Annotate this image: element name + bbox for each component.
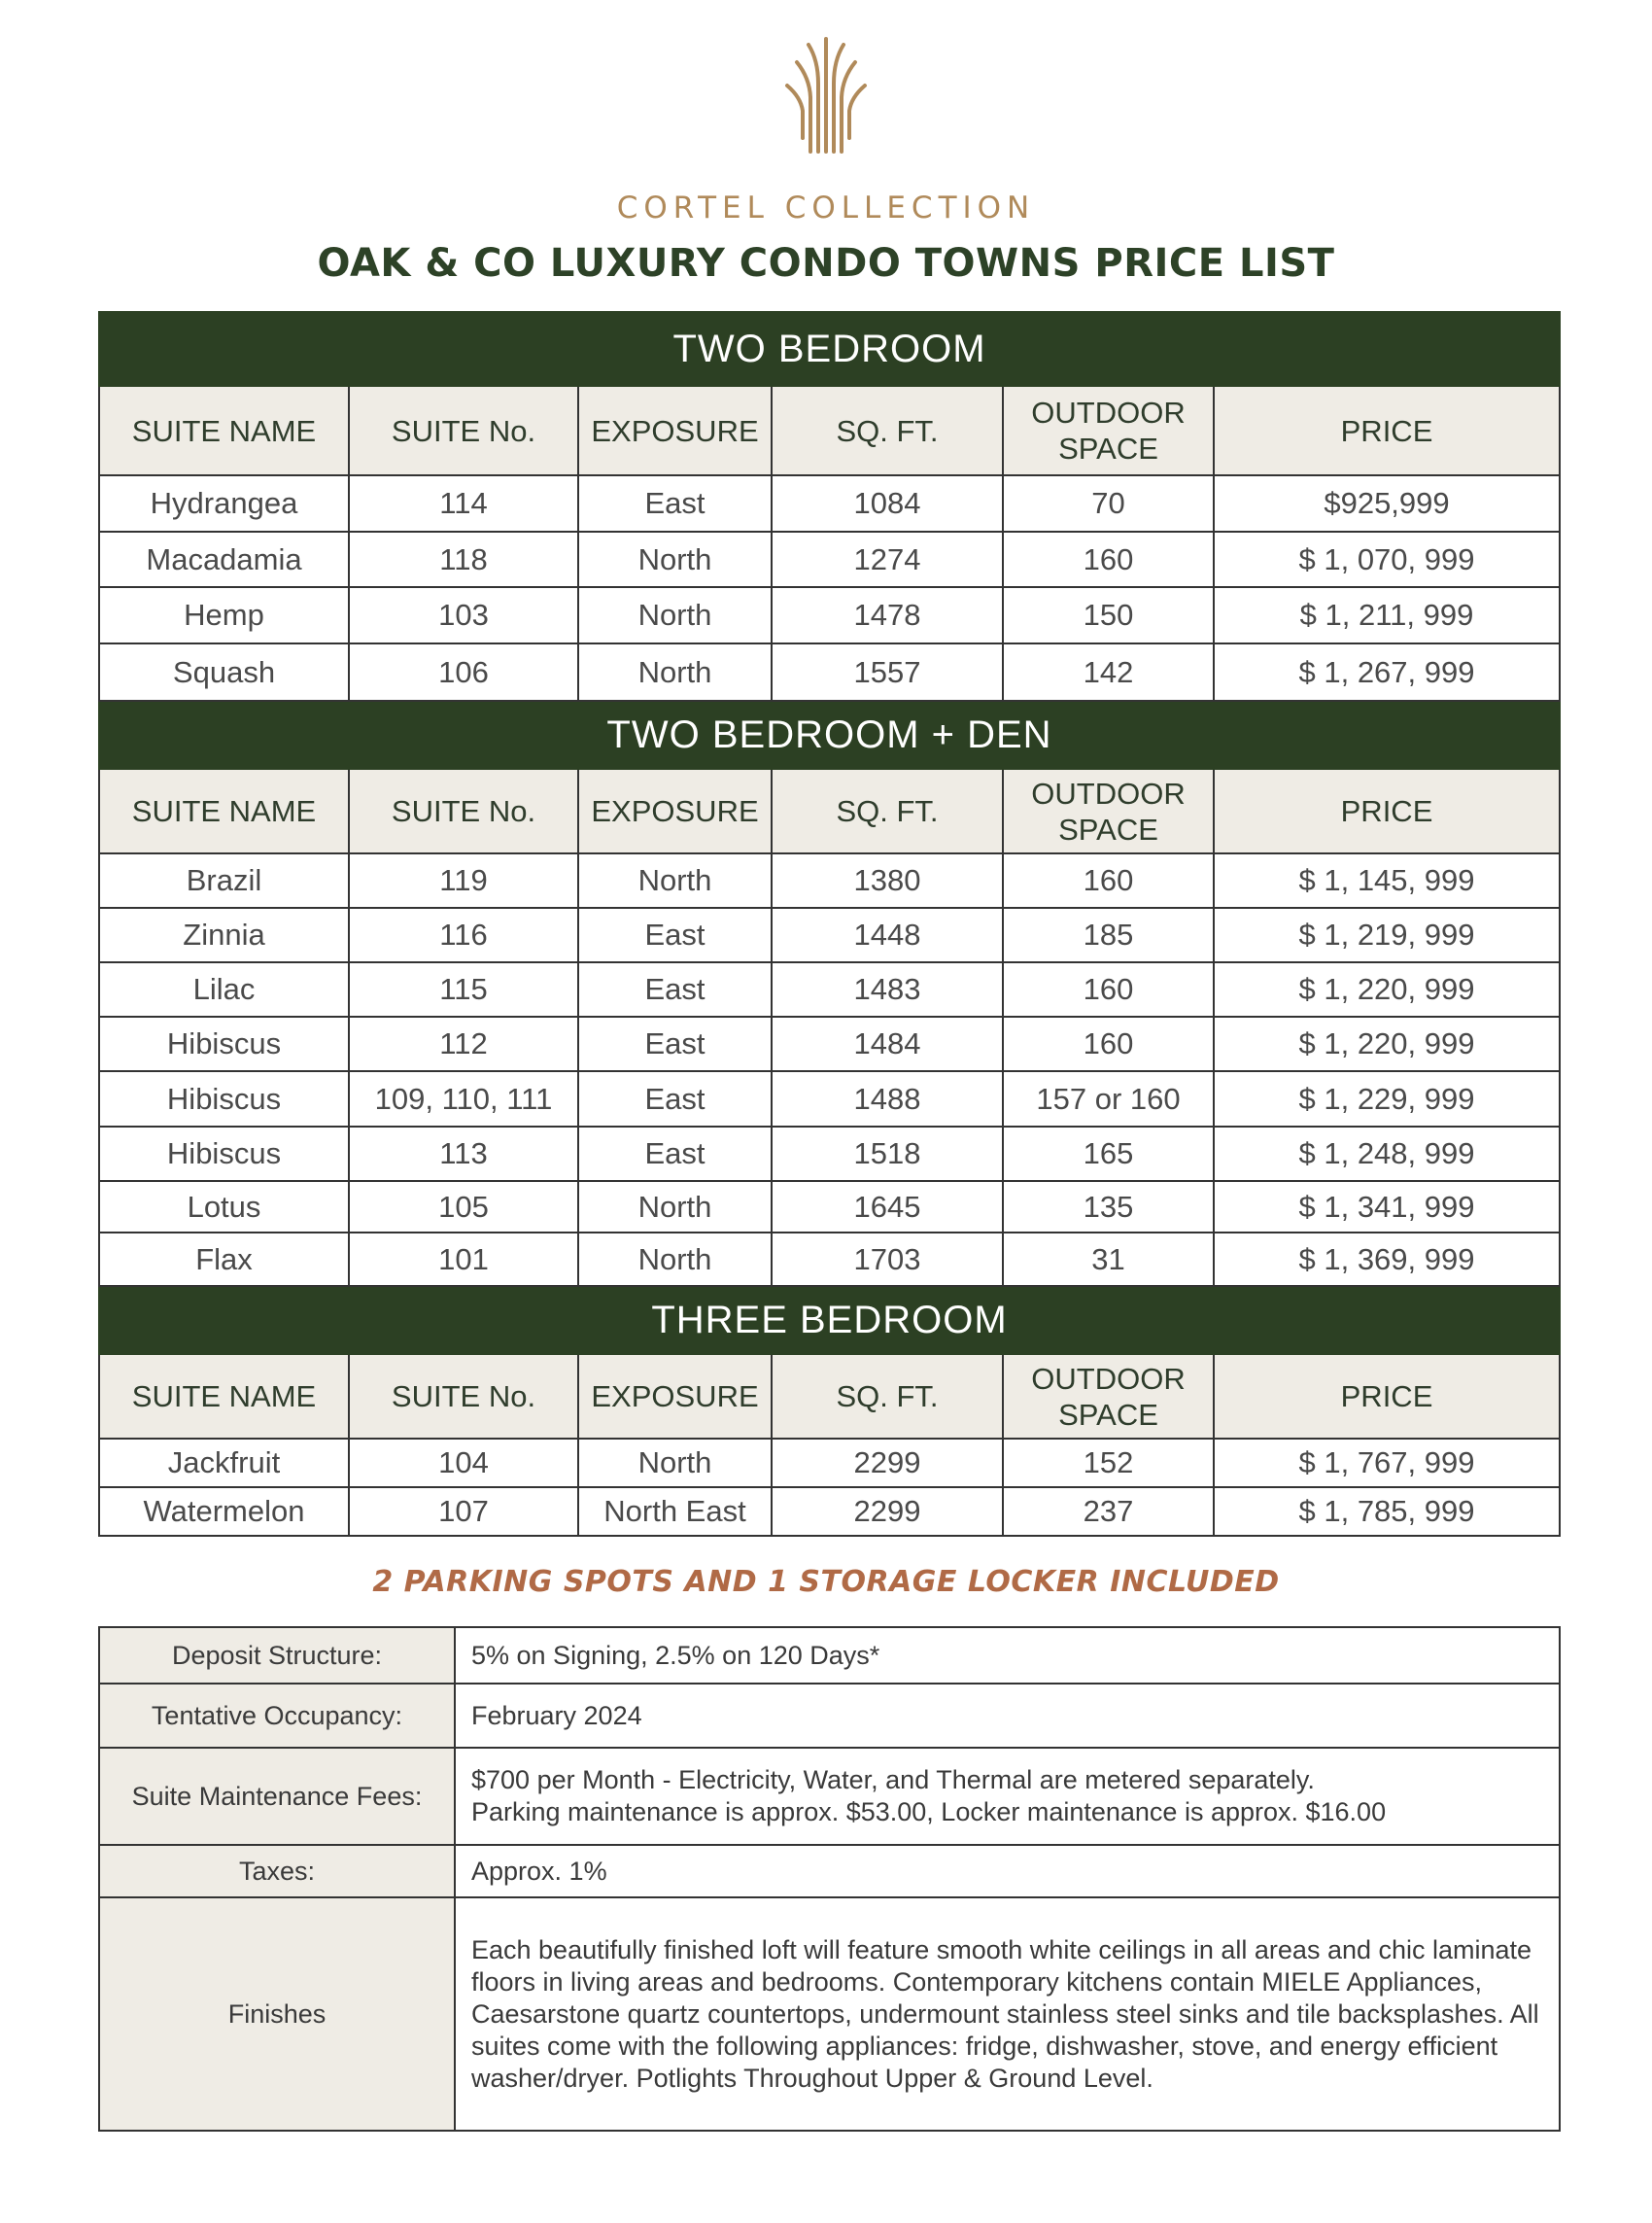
detail-label: Finishes: [99, 1897, 455, 2131]
column-header: SUITE NAME: [99, 386, 349, 475]
detail-value: Each beautifully finished loft will feature smooth white ceilings in all areas and chic laminate floors in living areas and bedrooms. Contemporary kitchens contain MIELE Appliances, Caesarstone quartz countertops, undermount stainless steel sinks and tile backsplashes. All suites come with the following appliances: fridge, dishwasher, stove, and energy efficient washer/dryer. Potlights Throughout Upper & Ground Level.: [455, 1897, 1560, 2131]
table-cell: 1518: [772, 1127, 1003, 1181]
section-header-row: [99, 701, 1560, 769]
table-cell: 135: [1003, 1181, 1214, 1233]
table-cell: Watermelon: [99, 1487, 349, 1536]
column-header: OUTDOOR SPACE: [1003, 769, 1214, 853]
column-header: SQ. FT.: [772, 386, 1003, 475]
table-cell: 116: [349, 908, 578, 962]
table-cell: 107: [349, 1487, 578, 1536]
table-cell: 160: [1003, 962, 1214, 1017]
table-cell: North: [578, 1233, 772, 1286]
column-header: EXPOSURE: [578, 386, 772, 475]
section-title: TWO BEDROOM: [99, 312, 1560, 386]
table-row: [99, 475, 1560, 532]
table-row: [99, 1487, 1560, 1536]
column-header-row: [99, 769, 1560, 853]
table-cell: 160: [1003, 853, 1214, 908]
table-cell: 1380: [772, 853, 1003, 908]
table-cell: 104: [349, 1439, 578, 1487]
page-title: OAK & CO LUXURY CONDO TOWNS PRICE LIST: [317, 241, 1335, 286]
table-cell: 105: [349, 1181, 578, 1233]
detail-row: [99, 1684, 1560, 1748]
column-header-row: [99, 1354, 1560, 1439]
detail-row: [99, 1627, 1560, 1684]
table-cell: 165: [1003, 1127, 1214, 1181]
column-header: SQ. FT.: [772, 1354, 1003, 1439]
table-cell: 237: [1003, 1487, 1214, 1536]
detail-label: Taxes:: [99, 1845, 455, 1897]
table-cell: 1478: [772, 587, 1003, 643]
detail-value: $700 per Month - Electricity, Water, and Thermal are metered separately. Parking maintenance is approx. $53.00, Locker maintenance is approx. $16.00: [455, 1748, 1560, 1845]
table-cell: North: [578, 853, 772, 908]
parking-note: 2 PARKING SPOTS AND 1 STORAGE LOCKER INCLUDED: [372, 1565, 1280, 1599]
detail-label: Deposit Structure:: [99, 1627, 455, 1684]
column-header: PRICE: [1214, 1354, 1560, 1439]
table-cell: 106: [349, 643, 578, 701]
table-cell: $ 1, 220, 999: [1214, 962, 1560, 1017]
table-cell: 115: [349, 962, 578, 1017]
wheat-sheaf-logo-icon: [777, 37, 875, 154]
table-cell: 2299: [772, 1439, 1003, 1487]
column-header: SUITE NAME: [99, 769, 349, 853]
table-cell: 152: [1003, 1439, 1214, 1487]
table-cell: Zinnia: [99, 908, 349, 962]
table-row: [99, 1071, 1560, 1127]
table-cell: 157 or 160: [1003, 1071, 1214, 1127]
table-cell: Brazil: [99, 853, 349, 908]
column-header: EXPOSURE: [578, 1354, 772, 1439]
details-table: [98, 1626, 1561, 2132]
table-cell: Hydrangea: [99, 475, 349, 532]
table-cell: Hibiscus: [99, 1127, 349, 1181]
table-cell: Jackfruit: [99, 1439, 349, 1487]
column-header: SUITE No.: [349, 386, 578, 475]
table-cell: 142: [1003, 643, 1214, 701]
detail-label: Tentative Occupancy:: [99, 1684, 455, 1748]
column-header: SUITE No.: [349, 769, 578, 853]
table-cell: $ 1, 248, 999: [1214, 1127, 1560, 1181]
table-row: [99, 962, 1560, 1017]
table-cell: North: [578, 643, 772, 701]
table-row: [99, 1181, 1560, 1233]
table-cell: $ 1, 767, 999: [1214, 1439, 1560, 1487]
table-cell: 101: [349, 1233, 578, 1286]
table-cell: 150: [1003, 587, 1214, 643]
table-cell: $925,999: [1214, 475, 1560, 532]
table-cell: $ 1, 229, 999: [1214, 1071, 1560, 1127]
column-header: SUITE NAME: [99, 1354, 349, 1439]
table-cell: 112: [349, 1017, 578, 1071]
table-cell: 119: [349, 853, 578, 908]
table-row: [99, 908, 1560, 962]
price-list-table: [98, 311, 1561, 1537]
table-cell: 1274: [772, 532, 1003, 587]
brand-name: CORTEL COLLECTION: [616, 191, 1036, 226]
table-row: [99, 1233, 1560, 1286]
table-cell: $ 1, 211, 999: [1214, 587, 1560, 643]
table-cell: 185: [1003, 908, 1214, 962]
column-header-row: [99, 386, 1560, 475]
table-cell: 2299: [772, 1487, 1003, 1536]
table-cell: Lotus: [99, 1181, 349, 1233]
table-cell: 1483: [772, 962, 1003, 1017]
section-header-row: [99, 1286, 1560, 1354]
table-cell: 1645: [772, 1181, 1003, 1233]
table-cell: 1557: [772, 643, 1003, 701]
section-title: TWO BEDROOM + DEN: [99, 701, 1560, 769]
detail-row: [99, 1845, 1560, 1897]
table-cell: 1448: [772, 908, 1003, 962]
table-cell: 160: [1003, 532, 1214, 587]
table-cell: 109, 110, 111: [349, 1071, 578, 1127]
table-cell: Squash: [99, 643, 349, 701]
table-cell: $ 1, 267, 999: [1214, 643, 1560, 701]
detail-label: Suite Maintenance Fees:: [99, 1748, 455, 1845]
table-cell: North: [578, 532, 772, 587]
table-cell: North East: [578, 1487, 772, 1536]
detail-value: Approx. 1%: [455, 1845, 1560, 1897]
table-cell: 31: [1003, 1233, 1214, 1286]
table-cell: $ 1, 369, 999: [1214, 1233, 1560, 1286]
table-cell: 113: [349, 1127, 578, 1181]
column-header: OUTDOOR SPACE: [1003, 386, 1214, 475]
column-header: EXPOSURE: [578, 769, 772, 853]
column-header: SUITE No.: [349, 1354, 578, 1439]
table-row: [99, 643, 1560, 701]
table-cell: East: [578, 1071, 772, 1127]
table-cell: 103: [349, 587, 578, 643]
table-cell: 118: [349, 532, 578, 587]
table-cell: North: [578, 1181, 772, 1233]
table-cell: $ 1, 145, 999: [1214, 853, 1560, 908]
table-cell: East: [578, 908, 772, 962]
table-cell: $ 1, 220, 999: [1214, 1017, 1560, 1071]
table-cell: North: [578, 1439, 772, 1487]
table-cell: Lilac: [99, 962, 349, 1017]
section-title: THREE BEDROOM: [99, 1286, 1560, 1354]
detail-value: February 2024: [455, 1684, 1560, 1748]
table-row: [99, 587, 1560, 643]
table-cell: $ 1, 219, 999: [1214, 908, 1560, 962]
table-cell: 114: [349, 475, 578, 532]
column-header: SQ. FT.: [772, 769, 1003, 853]
table-cell: 1488: [772, 1071, 1003, 1127]
table-cell: 160: [1003, 1017, 1214, 1071]
table-cell: Macadamia: [99, 532, 349, 587]
table-cell: $ 1, 341, 999: [1214, 1181, 1560, 1233]
table-cell: 1484: [772, 1017, 1003, 1071]
table-row: [99, 532, 1560, 587]
table-cell: $ 1, 070, 999: [1214, 532, 1560, 587]
table-row: [99, 1439, 1560, 1487]
table-cell: 1084: [772, 475, 1003, 532]
detail-row: [99, 1748, 1560, 1845]
table-cell: Flax: [99, 1233, 349, 1286]
column-header: PRICE: [1214, 769, 1560, 853]
column-header: PRICE: [1214, 386, 1560, 475]
table-cell: Hibiscus: [99, 1017, 349, 1071]
table-cell: East: [578, 475, 772, 532]
table-row: [99, 1127, 1560, 1181]
table-cell: Hemp: [99, 587, 349, 643]
table-cell: East: [578, 1127, 772, 1181]
table-cell: Hibiscus: [99, 1071, 349, 1127]
table-cell: North: [578, 587, 772, 643]
table-row: [99, 853, 1560, 908]
detail-value: 5% on Signing, 2.5% on 120 Days*: [455, 1627, 1560, 1684]
table-cell: East: [578, 1017, 772, 1071]
table-cell: 1703: [772, 1233, 1003, 1286]
section-header-row: [99, 312, 1560, 386]
column-header: OUTDOOR SPACE: [1003, 1354, 1214, 1439]
detail-row: [99, 1897, 1560, 2131]
table-cell: East: [578, 962, 772, 1017]
table-row: [99, 1017, 1560, 1071]
table-cell: $ 1, 785, 999: [1214, 1487, 1560, 1536]
table-cell: 70: [1003, 475, 1214, 532]
